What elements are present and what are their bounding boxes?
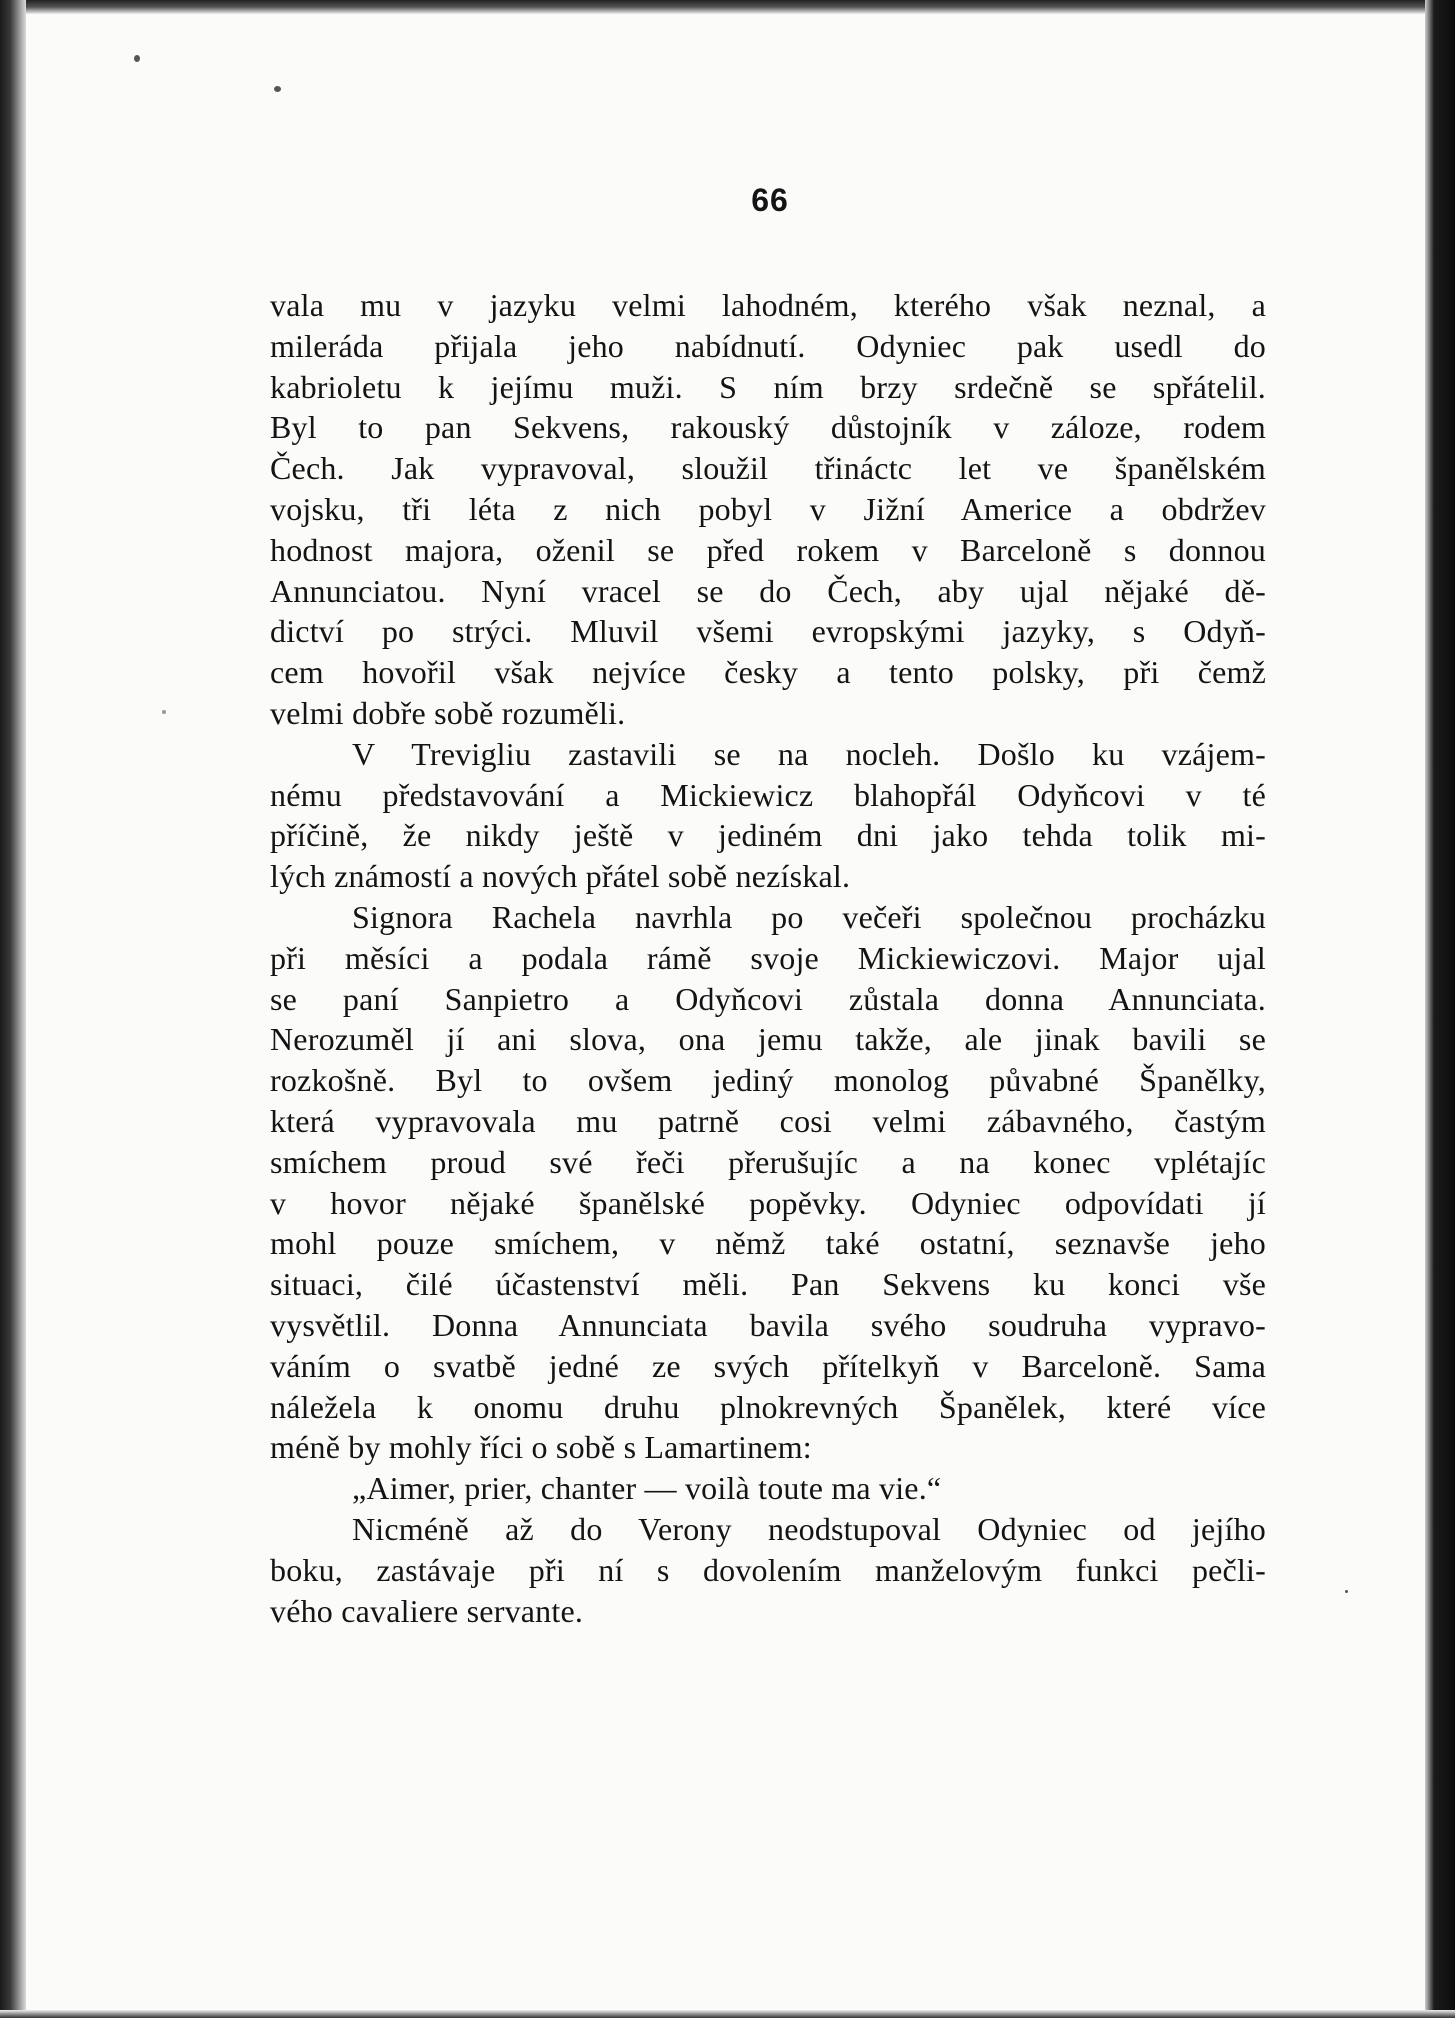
scan-edge-right (1425, 0, 1455, 2018)
page-number: 66 (751, 182, 789, 218)
text-line: Annunciatou. Nyní vracel se do Čech, aby ujal nějaké dě- (270, 572, 1266, 609)
body-text (270, 285, 1266, 1631)
text-line: velmi dobře sobě rozuměli. (270, 694, 626, 731)
text-line: mileráda přijala jeho nabídnutí. Odyniec pak usedl do (270, 327, 1266, 364)
text-line: která vypravovala mu patrně cosi velmi zábavného, častým (270, 1102, 1266, 1139)
text-line: v hovor nějaké španělské popěvky. Odyniec odpovídati jí (270, 1184, 1266, 1221)
text-line: nému představování a Mickiewicz blahopřál Odyňcovi v té (270, 776, 1266, 813)
text-line: Signora Rachela navrhla po večeři společnou procházku (352, 898, 1266, 935)
scan-edge-left (0, 0, 26, 2018)
text-line: „Aimer, prier, chanter — voilà toute ma vie.“ (352, 1470, 942, 1507)
text-line: boku, zastávaje při ní s dovolením manželovým funkci pečli- (270, 1551, 1266, 1588)
text-line: V Trevigliu zastavili se na nocleh. Došlo ku vzájem- (352, 735, 1266, 772)
text-line: dictví po strýci. Mluvil všemi evropskými jazyky, s Odyň- (270, 613, 1266, 650)
scan-speck (274, 86, 281, 92)
scan-edge-top (0, 0, 1455, 14)
text-line: vala mu v jazyku velmi lahodném, kterého však neznal, a (270, 287, 1266, 323)
text-line: lých známostí a nových přátel sobě nezískal. (270, 858, 851, 895)
text-line: se paní Sanpietro a Odyňcovi zůstala donna Annunciata. (270, 980, 1266, 1017)
text-line: při měsíci a podala rámě svoje Mickiewiczovi. Major ujal (270, 939, 1266, 976)
text-line: Byl to pan Sekvens, rakouský důstojník v záloze, rodem (270, 409, 1266, 446)
text-line: situaci, čilé účastenství měli. Pan Sekvens ku konci vše (270, 1266, 1266, 1303)
text-line: kabrioletu k jejímu muži. S ním brzy srdečně se spřátelil. (270, 368, 1266, 405)
text-line: mohl pouze smíchem, v němž také ostatní, seznavše jeho (270, 1225, 1266, 1262)
text-line: hodnost majora, oženil se před rokem v Barceloně s donnou (270, 531, 1266, 568)
scan-speck (162, 710, 166, 714)
scan-edge-bottom (0, 2010, 1455, 2018)
text-line: příčině, že nikdy ještě v jediném dni jako tehda tolik mi- (270, 817, 1266, 854)
scan-speck (1345, 1590, 1348, 1593)
text-line: vysvětlil. Donna Annunciata bavila svého soudruha vypravo- (270, 1306, 1266, 1343)
text-line: váním o svatbě jedné ze svých přítelkyň v Barceloně. Sama (270, 1347, 1266, 1384)
text-line: smíchem proud své řeči přerušujíc a na konec vplétajíc (270, 1143, 1266, 1180)
text-line: Čech. Jak vypravoval, sloužil třináctc let ve španělském (270, 450, 1266, 487)
text-line: rozkošně. Byl to ovšem jediný monolog půvabné Španělky, (270, 1062, 1266, 1099)
text-line: vojsku, tři léta z nich pobyl v Jižní Americe a obdržev (270, 490, 1266, 527)
text-line: Nerozuměl jí ani slova, ona jemu takže, ale jinak bavili se (270, 1021, 1266, 1058)
text-line: Nicméně až do Verony neodstupoval Odyniec od jejího (352, 1510, 1266, 1547)
text-line: náležela k onomu druhu plnokrevných Španělek, které více (270, 1388, 1266, 1425)
text-line: cem hovořil však nejvíce česky a tento polsky, při čemž (270, 654, 1266, 691)
text-line: méně by mohly říci o sobě s Lamartinem: (270, 1429, 812, 1466)
scan-speck (134, 55, 140, 62)
text-line: vého cavaliere servante. (270, 1592, 584, 1629)
